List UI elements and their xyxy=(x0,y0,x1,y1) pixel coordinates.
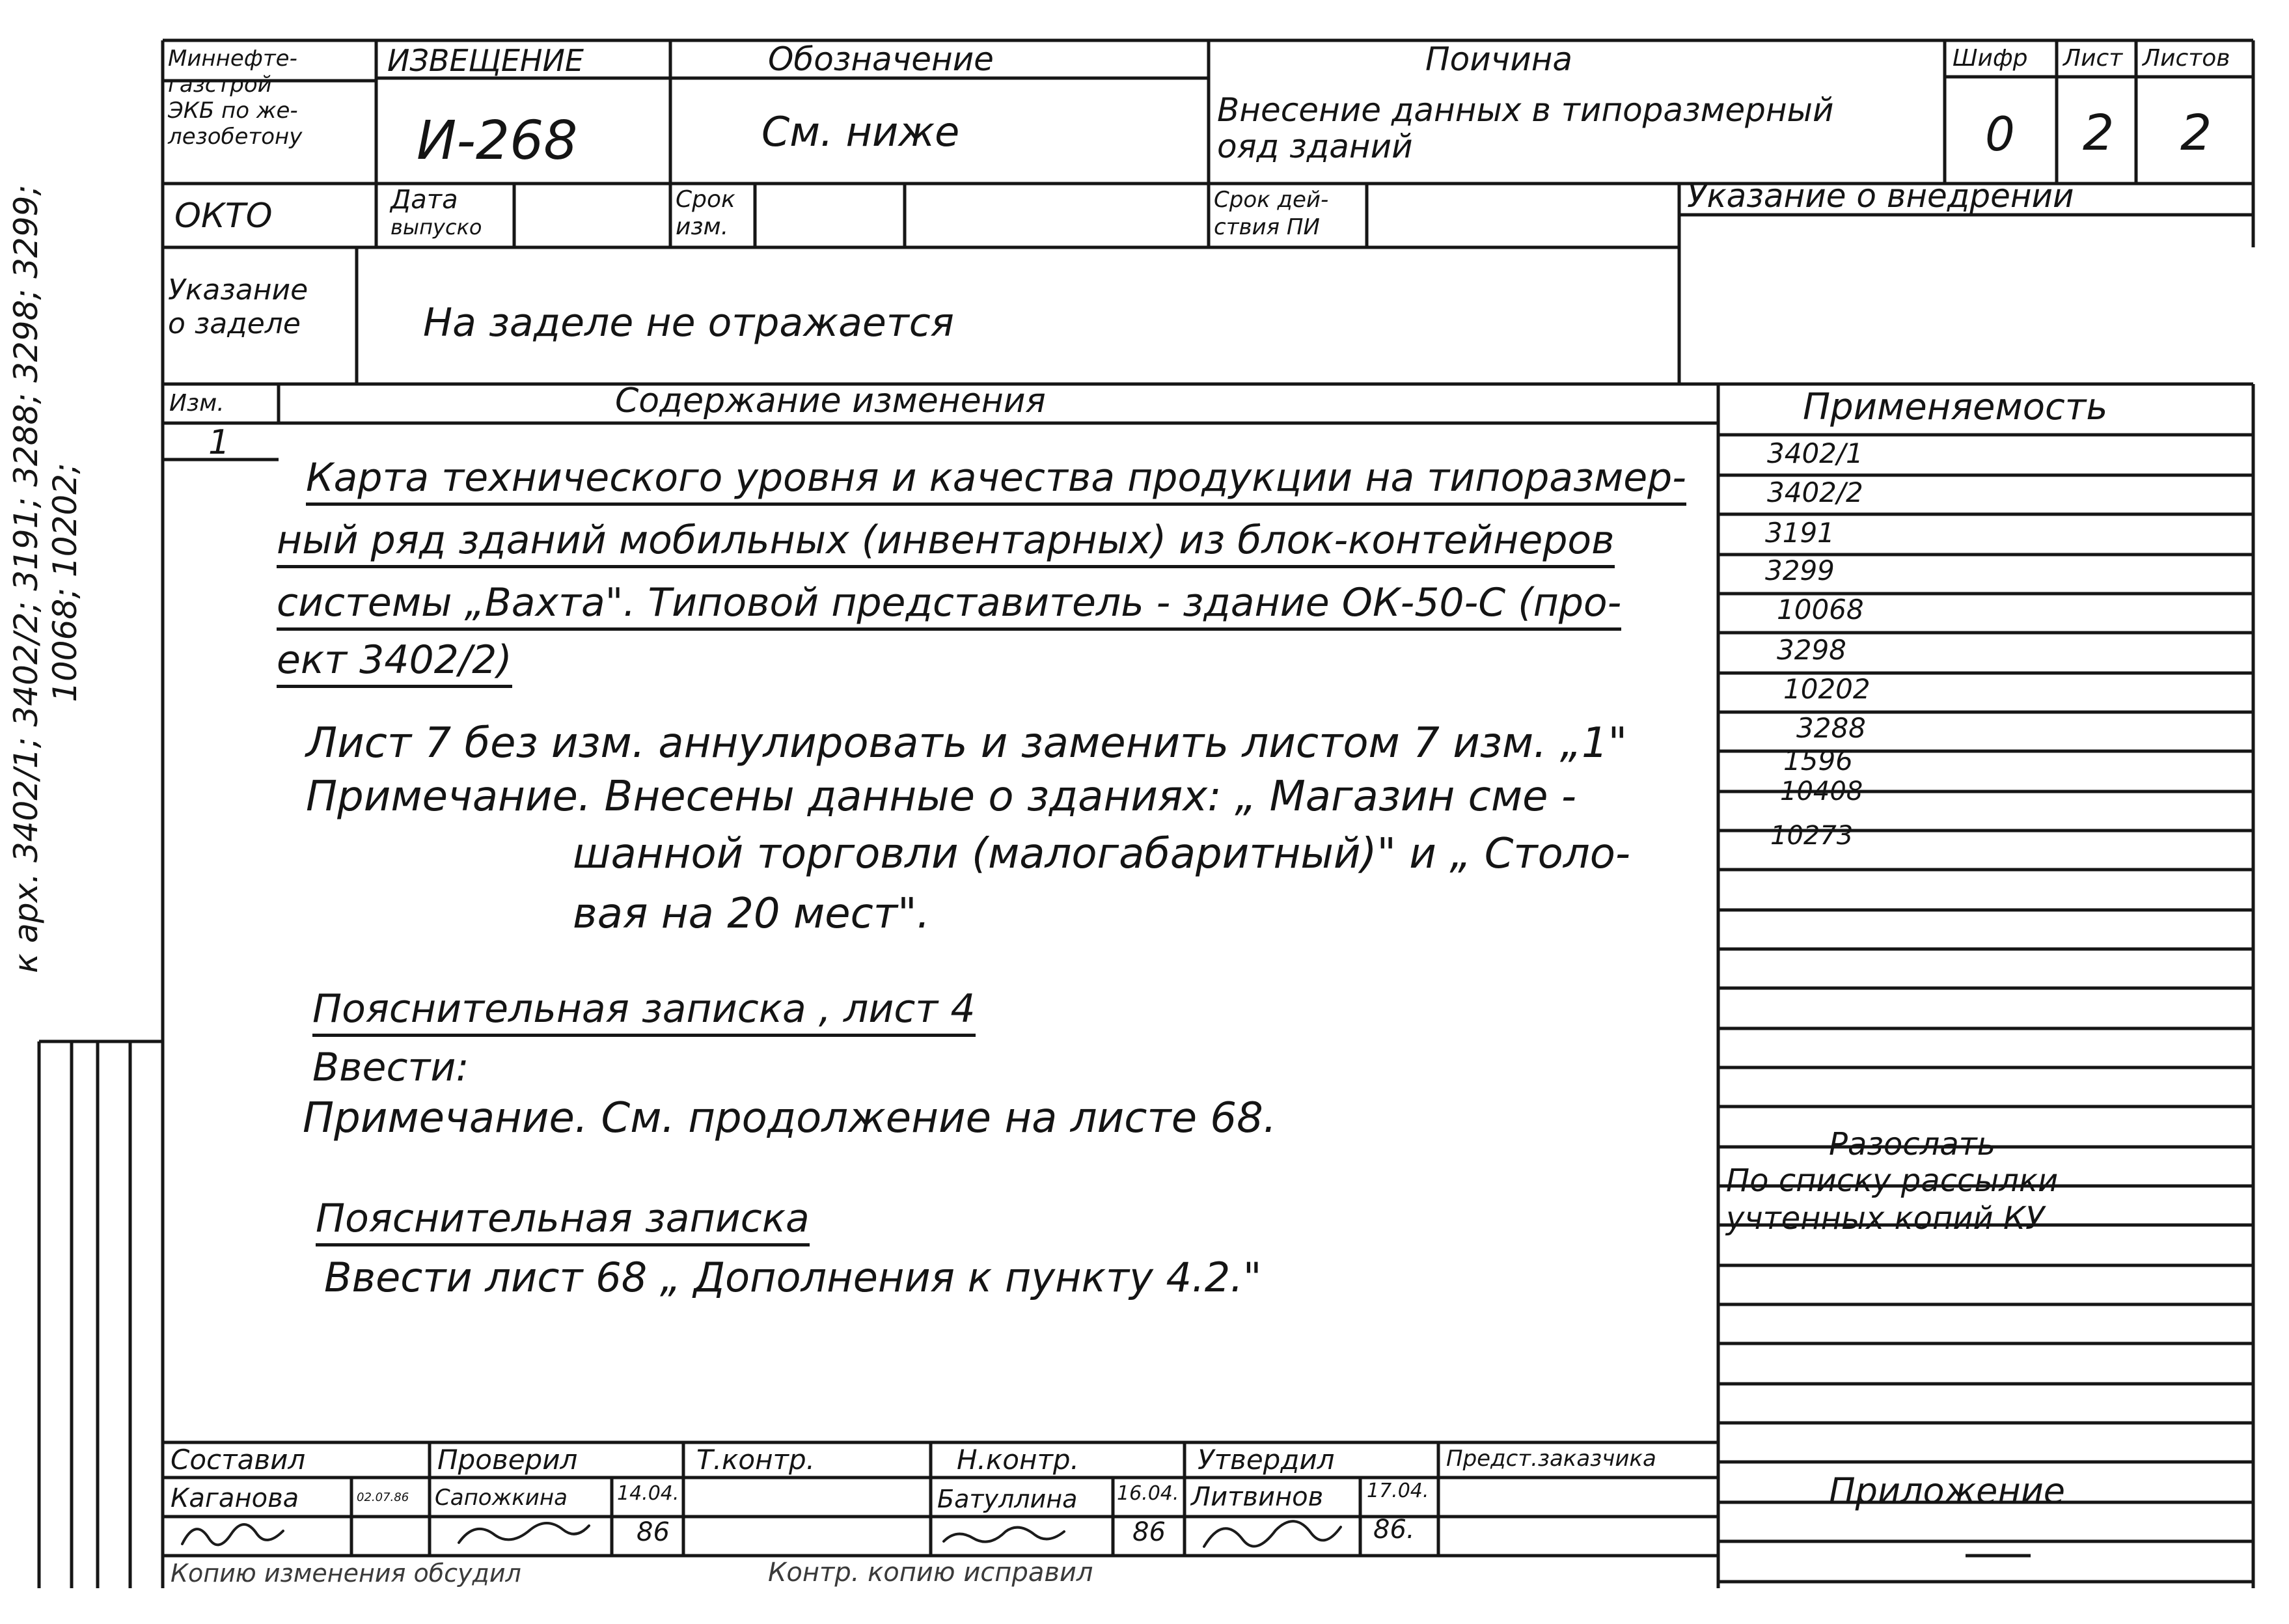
approved-label: Утвердил xyxy=(1198,1444,1335,1476)
applicability-item: 1596 xyxy=(1783,745,1853,777)
applicability-item: 3299 xyxy=(1765,555,1835,586)
applicability-item: 10068 xyxy=(1777,594,1864,626)
ncontrol-date: 16.04. xyxy=(1117,1482,1179,1505)
applicability-item: 10202 xyxy=(1783,673,1871,705)
notice-number: И-268 xyxy=(417,110,578,172)
ncontrol-label: Н.контр. xyxy=(957,1444,1079,1476)
change-number: 1 xyxy=(208,423,230,462)
ministry-line-2: газстрой xyxy=(168,72,272,98)
sheet-value: 2 xyxy=(2083,103,2115,161)
distribution-line-1: По списку рассылки xyxy=(1726,1163,2059,1199)
reason-label: Поичина xyxy=(1425,40,1573,78)
ncontrol-year: 86 xyxy=(1132,1517,1166,1547)
applicability-item: 3402/1 xyxy=(1767,437,1863,469)
compiled-label: Составил xyxy=(171,1444,306,1476)
ncontrol-name: Батуллина xyxy=(937,1485,1078,1513)
signature-ncontrol xyxy=(944,1528,1064,1542)
implementation-label: Указание о внедрении xyxy=(1687,177,2074,215)
backlog-value: На заделе не отражается xyxy=(423,300,954,346)
explanatory-note-2-text: Ввести лист 68 „ Дополнения к пункту 4.2." xyxy=(324,1254,1262,1301)
margin-note-line-1: к арх. 3402/1; 3402/2; 3191; 3288; 3298; 3299; xyxy=(7,184,45,973)
approved-date: 17.04. xyxy=(1367,1479,1429,1502)
bottom-note-2: Контр. копию исправил xyxy=(768,1558,1093,1588)
sheets-label: Листов xyxy=(2143,45,2230,72)
validity-label-1: Срок дей- xyxy=(1214,187,1329,213)
content-line-1: Карта технического уровня и качества продукции на типоразмер- xyxy=(306,458,1686,506)
distribution-title: Разослать xyxy=(1829,1126,1995,1163)
change-term-label-2: изм. xyxy=(676,213,729,240)
ministry-line-4: лезобетону xyxy=(168,124,303,150)
appendix-label: Приложение xyxy=(1829,1470,2066,1511)
signature-compiled xyxy=(182,1524,283,1545)
code-label: Шифр xyxy=(1953,45,2028,72)
code-value: 0 xyxy=(1985,107,2015,161)
applicability-title: Применяемость xyxy=(1803,386,2108,428)
okto-label: ОКТО xyxy=(174,197,273,236)
instruction-replace-sheet: Лист 7 без изм. аннулировать и заменить листом 7 изм. „1" xyxy=(306,719,1628,767)
applicability-item: 3191 xyxy=(1765,517,1835,549)
reason-line-1: Внесение данных в типоразмерный xyxy=(1217,91,1834,129)
distribution-line-2: учтенных копий КУ xyxy=(1726,1200,2045,1237)
note-line-1: Примечание. Внесены данные о зданиях: „ Магазин сме - xyxy=(306,773,1576,821)
signature-approved xyxy=(1204,1521,1341,1547)
content-title: Содержание изменения xyxy=(615,381,1046,420)
checked-year: 86 xyxy=(637,1517,670,1547)
tcontrol-label: Т.контр. xyxy=(696,1444,816,1476)
checked-label: Проверил xyxy=(437,1444,578,1476)
explanatory-note-1-title: Пояснительная записка , лист 4 xyxy=(312,989,976,1037)
signature-checked xyxy=(459,1523,589,1543)
applicability-item: 10273 xyxy=(1770,821,1854,851)
notice-label: ИЗВЕЩЕНИЕ xyxy=(387,43,584,78)
compiled-name: Каганова xyxy=(171,1483,299,1513)
ministry-line-1: Миннефте- xyxy=(168,46,297,72)
applicability-item: 10408 xyxy=(1780,777,1863,806)
sheet-label: Лист xyxy=(2063,45,2123,72)
backlog-label-1: Указание xyxy=(168,273,308,307)
content-line-3: системы „Вахта". Типовой представитель - здание ОК-50-С (про- xyxy=(277,583,1621,631)
content-line-2: ный ряд зданий мобильных (инвентарных) из блок-контейнеров xyxy=(277,521,1615,568)
change-term-label-1: Срок xyxy=(676,186,735,213)
explanatory-note-1-enter: Ввести: xyxy=(312,1045,469,1090)
note-line-3: вая на 20 мест". xyxy=(573,890,930,938)
sheets-value: 2 xyxy=(2180,103,2212,161)
issue-date-label-2: выпуско xyxy=(391,215,482,240)
change-number-label: Изм. xyxy=(169,390,225,417)
applicability-item: 3402/2 xyxy=(1767,476,1863,508)
approved-name: Литвинов xyxy=(1191,1482,1324,1512)
content-line-4: ект 3402/2) xyxy=(277,640,512,688)
approved-year: 86. xyxy=(1373,1515,1415,1545)
explanatory-note-2-title: Пояснительная записка xyxy=(316,1199,810,1246)
issue-date-label-1: Дата xyxy=(391,185,458,215)
applicability-item: 3298 xyxy=(1777,634,1846,666)
designation-value: См. ниже xyxy=(761,108,960,156)
compiled-date: 02.07.86 xyxy=(357,1491,409,1504)
checked-date: 14.04. xyxy=(617,1482,679,1505)
applicability-item: 3288 xyxy=(1796,712,1866,744)
checked-name: Сапожкина xyxy=(435,1485,568,1511)
bottom-note-1: Копию изменения обсудил xyxy=(171,1559,521,1588)
designation-label: Обозначение xyxy=(768,40,994,78)
reason-line-2: ояд зданий xyxy=(1217,128,1413,165)
explanatory-note-1-remark: Примечание. См. продолжение на листе 68. xyxy=(303,1094,1277,1142)
backlog-label-2: о заделе xyxy=(168,307,301,340)
customer-label: Предст.заказчика xyxy=(1446,1446,1656,1472)
note-line-2: шанной торговли (малогабаритный)" и „ Столо- xyxy=(573,830,1630,878)
validity-label-2: ствия ПИ xyxy=(1214,214,1320,240)
margin-note-line-2: 10068; 10202; xyxy=(46,463,84,702)
ministry-line-3: ЭКБ по же- xyxy=(168,98,298,124)
